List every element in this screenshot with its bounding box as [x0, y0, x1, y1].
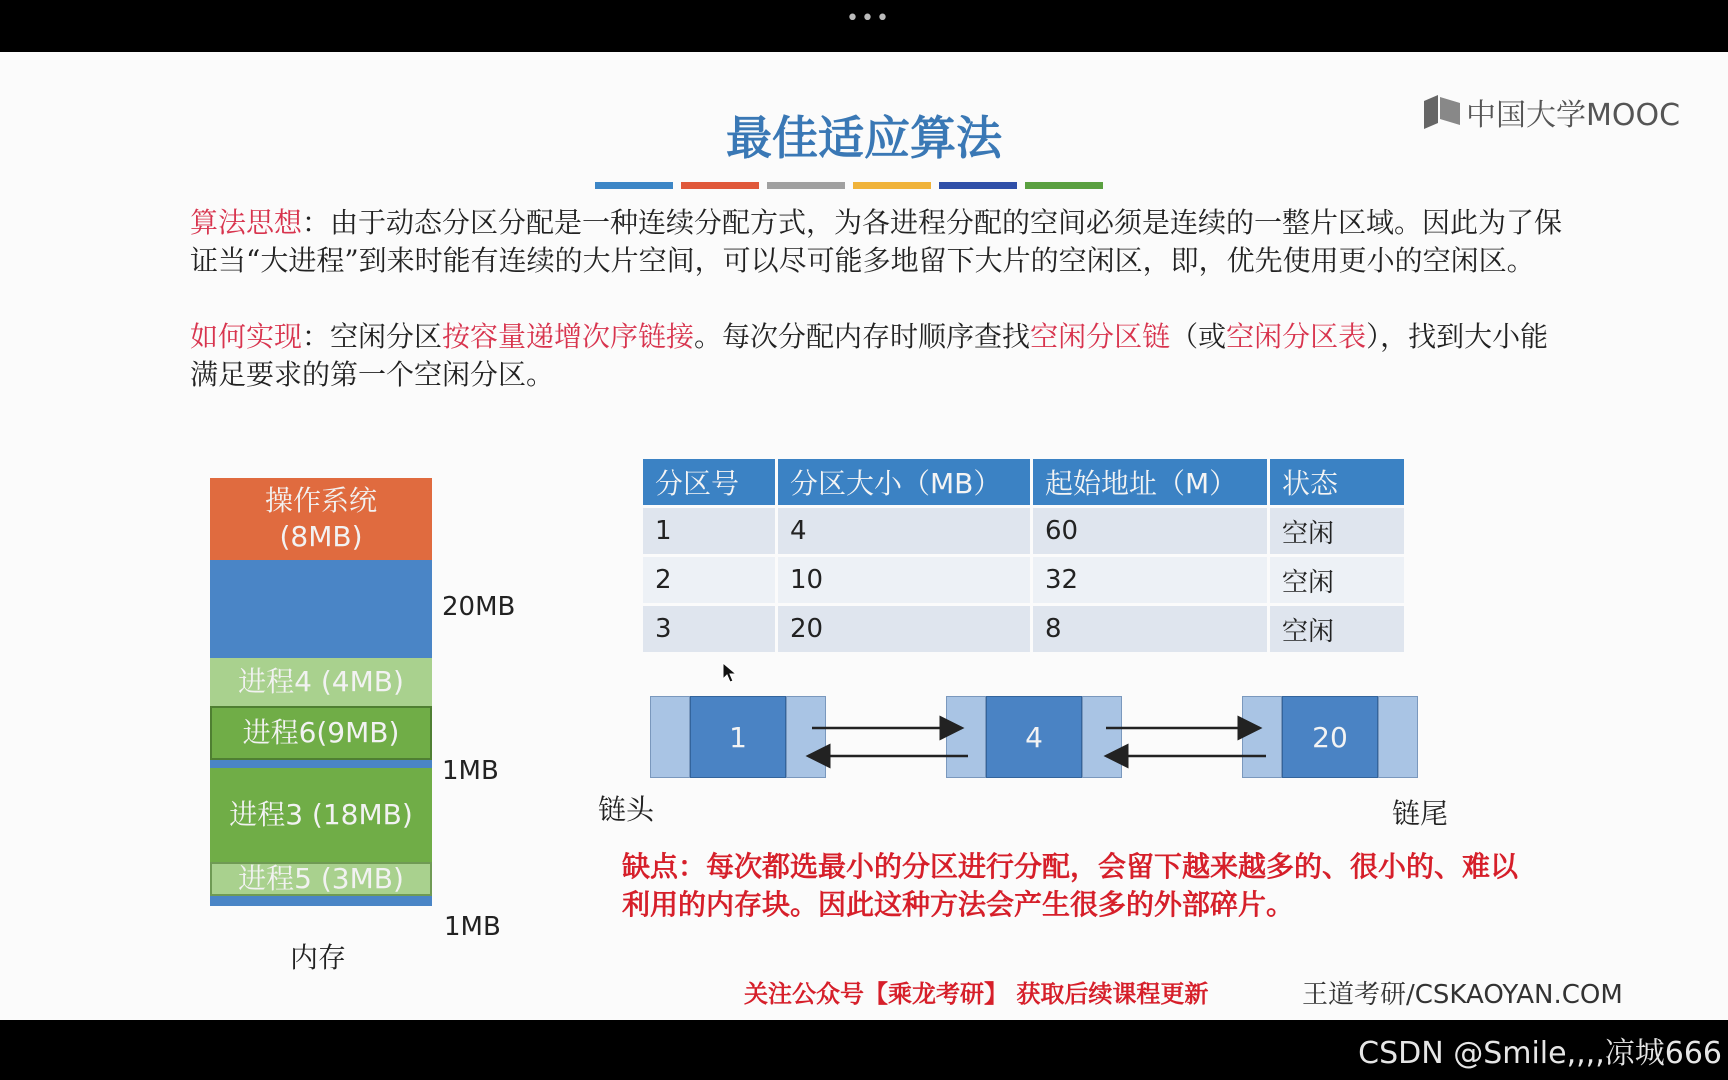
impl-text-2: 。每次分配内存时顺序查找: [694, 320, 1031, 353]
label-1mb-b: 1MB: [444, 912, 501, 942]
label-20mb: 20MB: [442, 592, 516, 622]
impl-text-1: ：空闲分区: [302, 320, 443, 353]
cell-partition-no: 1: [643, 508, 775, 554]
node-value: 1: [690, 696, 786, 778]
chain-head-label: 链头: [598, 793, 655, 826]
cell-partition-size: 10: [778, 557, 1030, 603]
impl-highlight-3: 空闲分区表: [1226, 320, 1367, 353]
process-5-label: 进程5 (3MB): [238, 862, 404, 895]
window-top-bar: [0, 0, 1728, 52]
cell-partition-no: 2: [643, 557, 775, 603]
memory-caption: 内存: [290, 941, 347, 974]
mooc-logo-text: 中国大学MOOC: [1466, 98, 1681, 133]
cell-partition-size: 20: [778, 606, 1030, 652]
node-value: 4: [986, 696, 1082, 778]
more-options-icon[interactable]: •••: [846, 6, 891, 31]
process-4-label: 进程4 (4MB): [238, 665, 404, 698]
cell-partition-size: 4: [778, 508, 1030, 554]
process-3-label: 进程3 (18MB): [229, 798, 413, 831]
cell-status: 空闲: [1270, 606, 1404, 652]
cell-start-address: 32: [1033, 557, 1267, 603]
label-1mb-a: 1MB: [442, 756, 499, 786]
process-6-label: 进程6(9MB): [242, 716, 400, 749]
brand-text: 王道考研/CSKAOYAN.COM: [1302, 980, 1623, 1010]
idea-label: 算法思想: [190, 206, 303, 239]
cell-status: 空闲: [1270, 508, 1404, 554]
cell-status: 空闲: [1270, 557, 1404, 603]
impl-text-3: （或: [1170, 320, 1227, 353]
impl-text-4: ），找到大小能满足要求的第一个空闲分区。: [190, 320, 1549, 391]
node-value: 20: [1282, 696, 1378, 778]
os-size: (8MB): [279, 520, 363, 553]
idea-text: ：由于动态分区分配是一种连续分配方式，为各进程分配的空间必须是连续的一整片区域。因此为了保证当“大进程”到来时能有连续的大片空间，可以尽可能多地留下大片的空闲区，即，优先使用更小的空闲区。: [190, 206, 1563, 277]
os-label: 操作系统: [264, 484, 377, 517]
header-start-address: 起始地址（M）: [1033, 459, 1267, 505]
impl-label: 如何实现: [190, 320, 303, 353]
impl-highlight-2: 空闲分区链: [1030, 320, 1171, 353]
follow-notice: 关注公众号【乘龙考研】 获取后续课程更新: [744, 980, 1209, 1008]
header-partition-no: 分区号: [643, 459, 775, 505]
cell-start-address: 8: [1033, 606, 1267, 652]
header-status: 状态: [1270, 459, 1404, 505]
header-partition-size: 分区大小（MB）: [778, 459, 1030, 505]
slide-title: 最佳适应算法: [726, 111, 1002, 165]
csdn-watermark: CSDN @Smile,,,,凉城666: [1358, 1036, 1722, 1071]
impl-highlight-1: 按容量递增次序链接: [442, 320, 695, 353]
cell-start-address: 60: [1033, 508, 1267, 554]
slide: [0, 52, 1728, 1020]
cell-partition-no: 3: [643, 606, 775, 652]
defect-note: 缺点：每次都选最小的分区进行分配，会留下越来越多的、很小的、难以利用的内存块。因此这种方法会产生很多的外部碎片。: [622, 850, 1519, 921]
chain-tail-label: 链尾: [1392, 797, 1449, 830]
